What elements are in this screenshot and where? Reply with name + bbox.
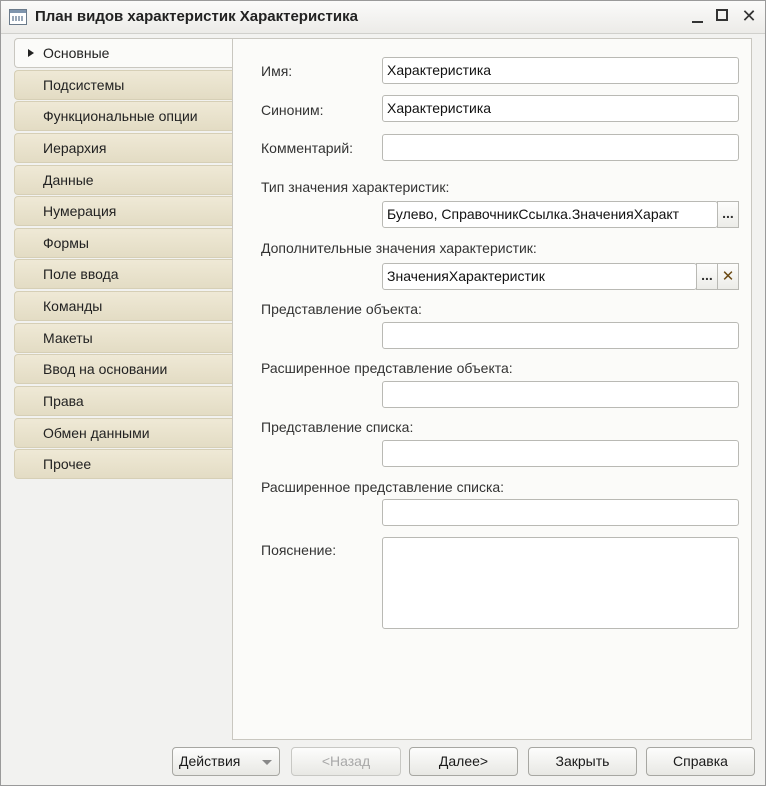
nav-item-label: Иерархия [43, 139, 107, 156]
synonym-input[interactable]: Характеристика [382, 95, 739, 122]
name-label: Имя: [261, 63, 293, 79]
nav-item-label: Права [43, 393, 84, 410]
nav-item-templates[interactable] [14, 323, 232, 353]
next-button[interactable]: Далее> [409, 747, 518, 776]
nav-item-label: Формы [43, 234, 89, 251]
nav-item-label: Подсистемы [43, 76, 125, 93]
nav-item-label: Макеты [43, 329, 93, 346]
back-button[interactable]: <Назад [291, 747, 401, 776]
nav-item-label: Нумерация [43, 203, 117, 220]
actions-dropdown[interactable] [172, 747, 280, 776]
current-section-arrow-icon [28, 49, 34, 57]
nav-item-forms[interactable] [14, 228, 232, 258]
ext-object-presentation-input[interactable] [382, 381, 739, 408]
nav-item-data[interactable] [14, 165, 232, 195]
extra-values-input[interactable]: ЗначенияХарактеристик [382, 263, 697, 290]
nav-item-hierarchy[interactable] [14, 133, 232, 163]
form-icon [9, 9, 27, 25]
list-presentation-input[interactable] [382, 440, 739, 467]
object-presentation-label: Представление объекта: [261, 301, 422, 317]
main-settings-panel [232, 38, 752, 740]
nav-item-main[interactable] [14, 38, 232, 68]
close-icon[interactable]: ✕ [741, 6, 757, 26]
nav-item-input-field[interactable] [14, 259, 232, 289]
chevron-down-icon [262, 760, 272, 765]
nav-item-rights[interactable] [14, 386, 232, 416]
minimize-button[interactable] [687, 5, 709, 27]
nav-item-label: Поле ввода [43, 266, 119, 283]
nav-item-subsystems[interactable] [14, 70, 232, 100]
help-button[interactable]: Справка [646, 747, 755, 776]
explanation-textarea[interactable] [382, 537, 739, 629]
ext-list-presentation-label: Расширенное представление списка: [261, 479, 505, 495]
nav-item-commands[interactable] [14, 291, 232, 321]
clear-icon[interactable]: ✕ [717, 263, 739, 290]
value-type-input[interactable]: Булево, СправочникСсылка.ЗначенияХаракт [382, 201, 718, 228]
title-bar [1, 1, 765, 34]
section-nav [14, 38, 232, 481]
nav-item-label: Функциональные опции [43, 108, 198, 125]
name-input[interactable]: Характеристика [382, 57, 739, 84]
extra-values-label: Дополнительные значения характеристик: [261, 240, 537, 256]
actions-label: Действия [179, 753, 241, 769]
explanation-label: Пояснение: [261, 542, 337, 558]
object-presentation-input[interactable] [382, 322, 739, 349]
extra-values-select-button[interactable]: ... [696, 263, 718, 290]
nav-item-label: Прочее [43, 456, 92, 473]
maximize-button[interactable] [712, 5, 734, 27]
nav-item-label: Ввод на основании [43, 361, 168, 378]
comment-label: Комментарий: [261, 140, 354, 156]
close-button[interactable]: Закрыть [528, 747, 637, 776]
ext-list-presentation-input[interactable] [382, 499, 739, 526]
nav-item-data-exchange[interactable] [14, 418, 232, 448]
nav-item-functional-options[interactable] [14, 101, 232, 131]
nav-item-label: Основные [43, 45, 110, 61]
value-type-label: Тип значения характеристик: [261, 179, 450, 195]
ext-object-presentation-label: Расширенное представление объекта: [261, 360, 513, 376]
list-presentation-label: Представление списка: [261, 419, 414, 435]
synonym-label: Синоним: [261, 102, 324, 118]
nav-item-input-by-basis[interactable] [14, 354, 232, 384]
window-title: План видов характеристик Характеристика [35, 8, 358, 25]
nav-item-other[interactable] [14, 449, 232, 479]
nav-item-numbering[interactable] [14, 196, 232, 226]
comment-input[interactable] [382, 134, 739, 161]
value-type-select-button[interactable]: ... [717, 201, 739, 228]
nav-item-label: Данные [43, 171, 94, 188]
nav-item-label: Команды [43, 298, 103, 315]
nav-item-label: Обмен данными [43, 424, 150, 441]
